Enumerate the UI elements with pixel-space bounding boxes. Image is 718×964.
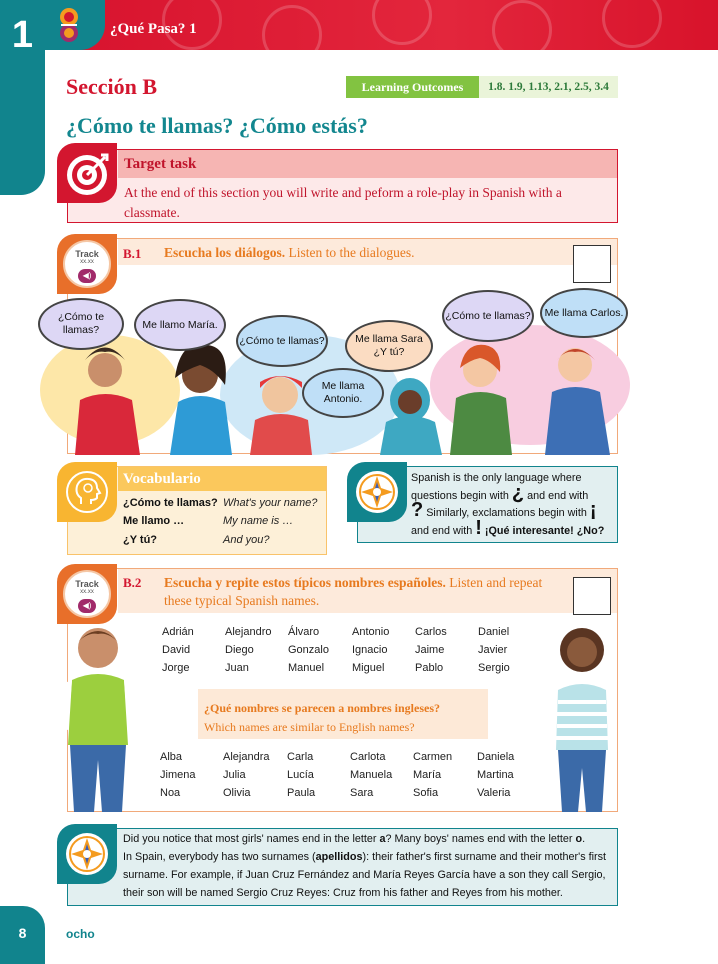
track-label: Track	[75, 249, 99, 259]
section-title: Sección B	[66, 74, 158, 99]
info-line2b: and end with	[527, 489, 589, 502]
b1-checkbox[interactable]	[573, 245, 611, 283]
track-label: Track	[75, 579, 99, 589]
name-cell: Valeria	[477, 787, 511, 799]
speech-bubble-5	[302, 368, 384, 418]
name-cell: Sara	[350, 787, 374, 799]
name-cell: Sofia	[413, 787, 439, 799]
info-line2a: questions begin with	[411, 489, 509, 502]
head-icon	[57, 462, 117, 522]
speech-bubble-4-line1: Me llama Sara	[355, 333, 423, 345]
exclamation-mark: !	[475, 516, 482, 539]
speech-bubble-1: ¿Cómo te llamas?	[38, 298, 124, 350]
name-cell: Álvaro	[288, 626, 320, 638]
info-text	[411, 470, 614, 540]
vocab-es: ¿Cómo te llamas?	[123, 497, 218, 509]
play-icon[interactable]: ◀)	[78, 269, 96, 283]
bottom-p2a: In Spain, everybody has two surnames (	[123, 851, 316, 863]
track-number: xx.xx	[80, 259, 94, 265]
name-cell: Martina	[477, 769, 514, 781]
name-cell: Jorge	[162, 662, 190, 674]
name-cell: Olivia	[223, 787, 251, 799]
bottom-p1c: .	[582, 833, 586, 845]
name-cell: Miguel	[352, 662, 385, 674]
letter-a: a	[379, 833, 386, 845]
name-cell: Alba	[160, 751, 183, 763]
name-cell: Juan	[225, 662, 249, 674]
vocab-en: And you?	[223, 534, 270, 546]
name-cell: Adrián	[162, 626, 194, 638]
name-cell: Ignacio	[352, 644, 388, 656]
speech-bubble-5-line2: Antonio.	[323, 393, 363, 405]
info-line1: Spanish is the only language where	[411, 472, 582, 484]
learning-outcomes-values: 1.8. 1.9, 1.13, 2.1, 2.5, 3.4	[479, 76, 618, 98]
name-cell: Jaime	[415, 644, 445, 656]
bottom-p1b: ? Many boys' names end with the letter	[385, 833, 576, 845]
name-cell: Daniel	[478, 626, 510, 638]
bottom-p2b: ): their father's first surname and their mother's first surname. For example, if Juan Cruz Fernández and María Reyes García have a son they call Sergio, their son will be named Sergio Cruz Reyes: Cruz from his father and Reyes from his mother.	[123, 851, 607, 899]
name-cell: Daniela	[477, 751, 515, 763]
name-cell: Alejandra	[223, 751, 270, 763]
info-line4a: and end with	[411, 524, 473, 537]
b2-instruction	[164, 574, 544, 610]
page-heading: ¿Cómo te llamas? ¿Cómo estás?	[66, 113, 368, 138]
name-cell: Manuela	[350, 769, 393, 781]
name-cell: Pablo	[415, 662, 444, 674]
vocab-en: What's your name?	[223, 497, 318, 509]
track-icon[interactable]	[57, 234, 117, 294]
speech-bubble-3: ¿Cómo te llamas?	[236, 315, 328, 367]
target-task-text: At the end of this section you will write and peform a role-play in Spanish with a classmate.	[124, 185, 562, 220]
b1-instruction-en: Listen to the dialogues.	[288, 245, 415, 260]
vocab-es: Me llamo …	[123, 515, 185, 527]
speech-bubble-7: Me llama Carlos.	[540, 288, 628, 338]
speech-bubble-4	[345, 320, 433, 372]
name-cell: Antonio	[352, 626, 390, 638]
page-word: ocho	[66, 927, 95, 941]
learning-outcomes-label: Learning Outcomes	[346, 76, 479, 98]
b1-instruction-es: Escucha los diálogos.	[164, 245, 286, 260]
b2-number: B.2	[123, 575, 142, 590]
name-cell: Jimena	[160, 769, 196, 781]
name-cell: Manuel	[288, 662, 325, 674]
header-title: ¿Qué Pasa? 1	[110, 21, 197, 37]
boy-illustration	[58, 620, 138, 812]
name-cell: Julia	[223, 769, 246, 781]
name-cell: Gonzalo	[288, 644, 329, 656]
name-cell: Lucía	[287, 769, 314, 781]
compass-icon	[347, 462, 407, 522]
track-icon[interactable]	[57, 564, 117, 624]
name-cell: Javier	[478, 644, 508, 656]
name-cell: Sergio	[478, 662, 510, 674]
name-cell: Diego	[225, 644, 254, 656]
chapter-number: 1	[11, 14, 34, 56]
speech-bubble-4-line2: ¿Y tú?	[373, 346, 405, 358]
name-cell: Noa	[160, 787, 181, 799]
b2-instruction-en: Listen and repeat these typical Spanish names.	[164, 575, 543, 608]
question-es: ¿Qué nombres se parecen a nombres ingleses?	[204, 701, 440, 715]
vocab-en: My name is …	[223, 515, 294, 527]
inverted-exclamation-mark: ¡	[589, 499, 597, 521]
target-task-title: Target task	[124, 156, 197, 172]
name-cell: Paula	[287, 787, 316, 799]
surnames-info-text	[123, 830, 615, 902]
speech-bubble-2: Me llamo María.	[134, 299, 226, 351]
bottom-p1a: Did you notice that most girls' names end in the letter	[123, 833, 380, 845]
b1-number: B.1	[123, 246, 142, 261]
question-en: Which names are similar to English names?	[204, 720, 415, 734]
page-number: 8	[18, 925, 27, 941]
speech-bubble-5-line1: Me llama	[321, 380, 365, 392]
name-cell: Alejandro	[225, 626, 272, 638]
b2-instruction-es: Escucha y repite estos típicos nombres españoles.	[164, 575, 446, 590]
logo-icon	[45, 0, 105, 50]
inverted-question-mark: ¿	[511, 481, 525, 504]
target-icon	[57, 143, 117, 203]
track-number: xx.xx	[80, 589, 94, 595]
b1-instruction	[164, 245, 415, 261]
letter-o: o	[575, 833, 583, 845]
vocabulary-title: Vocabulario	[123, 471, 201, 487]
play-icon[interactable]: ◀)	[78, 599, 96, 613]
name-cell: Carla	[287, 751, 314, 763]
name-cell: David	[162, 644, 191, 656]
name-cell: Carlos	[415, 626, 447, 638]
compass-icon	[57, 824, 117, 884]
girl-illustration	[542, 620, 622, 812]
name-cell: Carmen	[413, 751, 453, 763]
question-mark: ?	[411, 499, 424, 521]
vocab-es: ¿Y tú?	[123, 534, 158, 546]
name-cell: Carlota	[350, 751, 386, 763]
info-line4b: ¡Qué interesante! ¿No?	[484, 524, 605, 537]
info-line3: Similarly, exclamations begin with	[426, 507, 587, 519]
speech-bubble-6: ¿Cómo te llamas?	[442, 290, 534, 342]
name-cell: María	[413, 769, 442, 781]
b2-checkbox[interactable]	[573, 577, 611, 615]
apellidos-term: apellidos	[315, 851, 363, 863]
